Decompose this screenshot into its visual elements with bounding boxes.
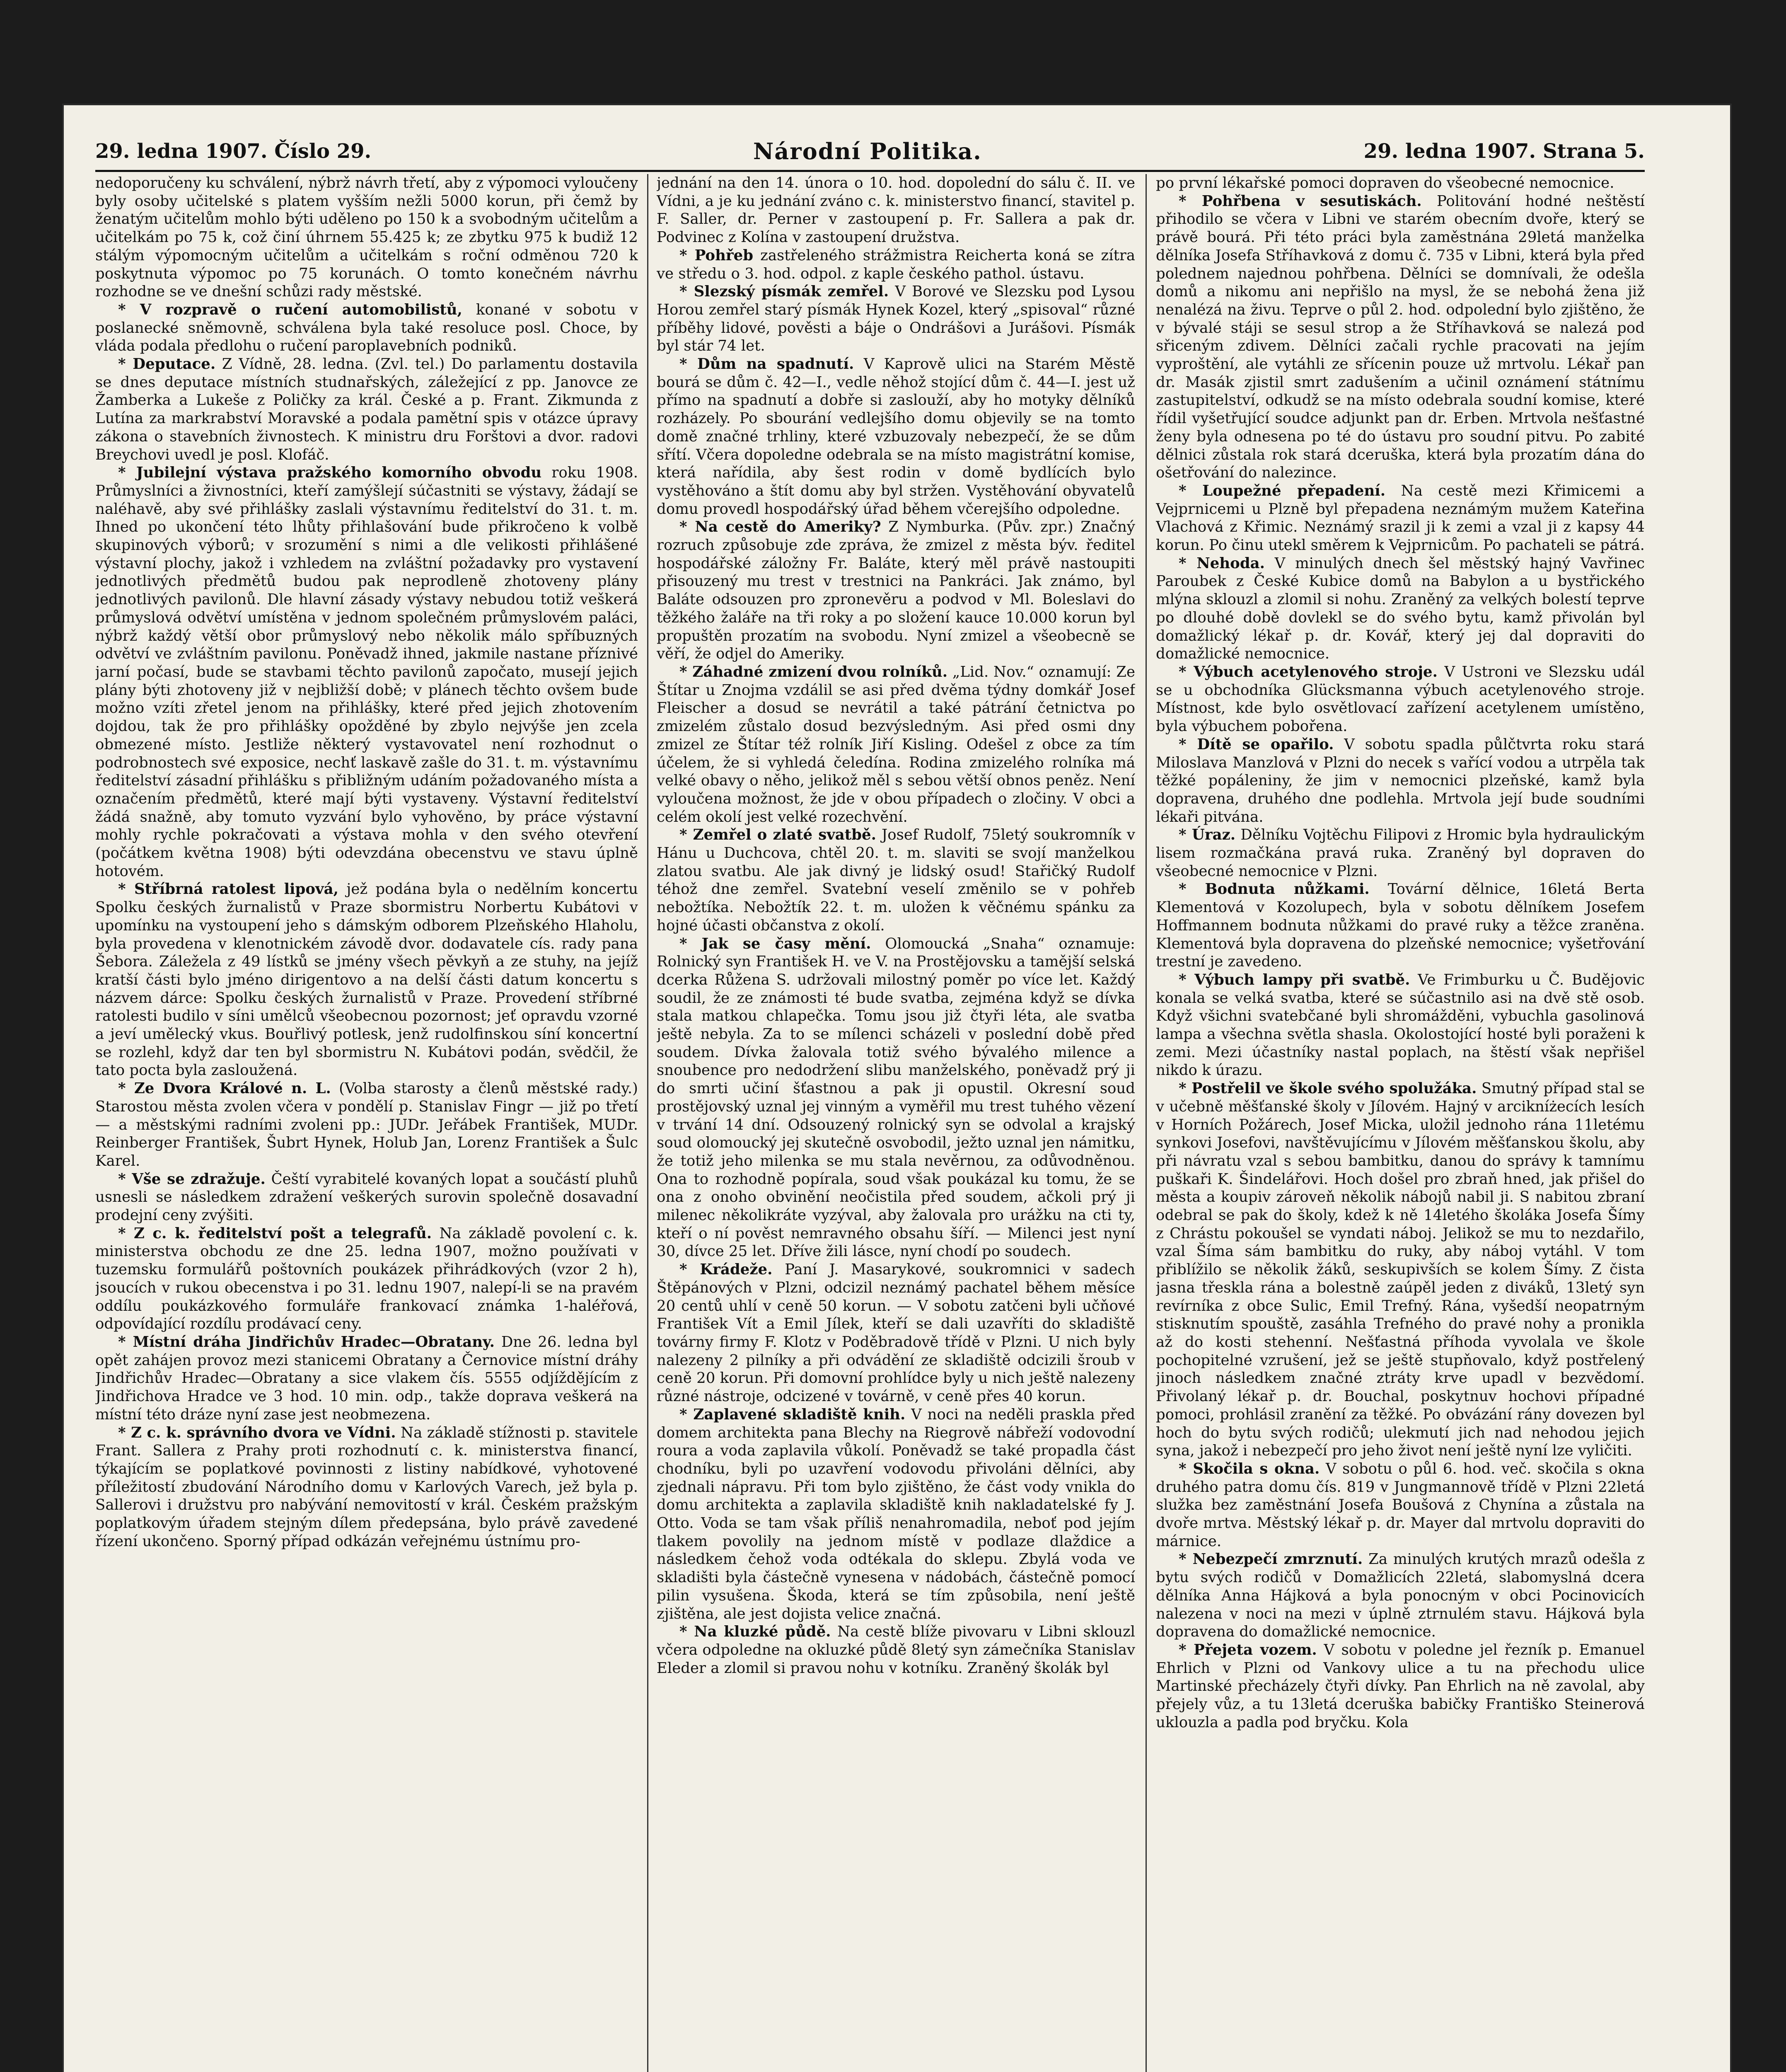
article-heading: * Bodnuta nůžkami.	[1179, 881, 1370, 898]
article-heading: * Jubilejní výstava pražského komorního obvodu	[118, 464, 542, 482]
column-divider	[647, 174, 648, 2072]
article-heading: * Slezský písmák zemřel.	[679, 283, 889, 300]
article-text: Dělníku Vojtěchu Filipovi z Hromic byla hydraulickým lisem rozmačkána pravá ruka. Zraněný byl dopraven do všeobecné nemocnice v Plzni.	[1156, 826, 1645, 880]
article-text: V Ustroni ve Slezsku udál se u obchodníka Glücksmanna výbuch acetylenového stroje. Místnost, kde bylo osvětlovací zařízení acetylenem umístěno, byla výbuchem pobořena.	[1156, 663, 1645, 735]
article-text: Na základě povolení c. k. ministerstva obchodu ze dne 25. ledna 1907, možno používati v tuzemsku formulářů poštovních poukázek přihrádkových (vzor 2 h), jsoucích v rukou obecenstva i po 31. lednu 1907, nalepí-li se na pravém oddílu poukázkového formuláře frankovací známka 1-haléřová, odpovídající rozdílu prodávací ceny.	[95, 1225, 638, 1333]
article-heading: * Skočila s okna.	[1179, 1460, 1320, 1477]
article	[95, 1225, 638, 1333]
article-text: V sobotu spadla půlčtvrta roku stará Miloslava Manzlová v Plzni do necek s vařící vodou a utrpěla tak těžké popáleniny, že jim v nemocnici plzeňské, kamž byla dopravena, druhého dne podlehla. Mrtvola její bude soudními lékaři pitvána.	[1156, 736, 1645, 825]
column-2	[657, 174, 1135, 2072]
article-heading: * Výbuch lampy při svatbě.	[1179, 971, 1410, 988]
article	[657, 283, 1135, 355]
article	[95, 1333, 638, 1424]
article	[657, 1261, 1135, 1406]
article-text: (Volba starosty a členů městské rady.) Starostou města zvolen včera v pondělí p. Stanislav Fingr — již po třetí — a městskými radními zvoleni pp.: JUDr. Jeřábek František, MUDr. Reinberger František, Šubrt Hynek, Holub Jan, Lorenz František a Šulc Karel.	[95, 1080, 638, 1169]
article-heading: * Dítě se opařilo.	[1179, 736, 1334, 753]
article	[1156, 1550, 1645, 1641]
article-text: jež podána byla o nedělním koncertu Spolku českých žurnalistů v Praze sbormistru Norbertu Kubátovi v upomínku na vystoupení jeho s dámským odborem Plzeňského Hlaholu, byla provedena v klenotnickém závodě dvor. dodavatele cís. rady pana Šebora. Záležela z 49 lístků se jmény všech pěvkyň a ze stuhy, na jejíž kratší části bylo jméno dirigentovo a na delší části datum koncertu s názvem dárce: Spolku českých žurnalistů v Praze. Provedení stříbrné ratolesti budilo v síni umělců všeobecnou pozornost; jeť opravdu vzorné a jeví umělecký vkus. Bouřlivý potlesk, jenž rudolfinskou síní koncertní se rozlehl, když dar ten byl sbormistru N. Kubátovi podán, svědčil, že tato pocta byla zasloužená.	[95, 881, 638, 1079]
article-heading: * V rozpravě o ručení automobilistů,	[118, 301, 462, 318]
column-1	[95, 174, 638, 2072]
article-heading: * Na cestě do Ameriky?	[679, 518, 881, 536]
masthead: Národní Politika.	[753, 138, 982, 165]
article-heading: * Zemřel o zlaté svatbě.	[679, 826, 876, 844]
article-text: Z Nymburka. (Pův. zpr.) Značný rozruch způsobuje zde zpráva, že zmizel z města býv. ředitel hospodářské záložny Fr. Baláte, který měl právě nastoupiti přisouzený mu trest v trestnici na Pankráci. Jak známo, byl Baláte odsouzen pro zpronevěru a podvod v Ml. Boleslavi do těžkého žaláře na tři roky a po složení kauce 10.000 korun byl propuštěn prozatím na svobodu. Nyní zmizel a všeobecně se věří, že odjel do Ameriky.	[657, 518, 1135, 663]
article-heading: * Nebezpečí zmrznutí.	[1179, 1551, 1363, 1568]
article-continuation	[657, 174, 1135, 247]
article-text: konané v sobotu v poslanecké sněmovně, schválena byla také resoluce posl. Choce, by vláda podala předlohu o ručení paroplavebních podniků.	[95, 301, 638, 355]
article-heading: * Záhadné zmizení dvou rolníků.	[679, 663, 948, 680]
header-date-page: 29. ledna 1907. Strana 5.	[1363, 140, 1645, 163]
article-text: Ve Frimburku u Č. Budějovic konala se velká svatba, které se súčastnilo asi na dvě stě osob. Když všichni svatebčané byli shromážděni, vybuchla gasolinová lampa a všechna světla shasla. Okolostojící hosté byli poraženi k zemi. Mezi účastníky nastal poplach, na štěstí však nepřišel nikdo k úrazu.	[1156, 971, 1645, 1079]
article	[657, 355, 1135, 518]
article	[1156, 663, 1645, 736]
article-text: Tovární dělnice, 16letá Berta Klementová v Kozolupech, byla v sobotu dělníkem Josefem Hoffmannem bodnuta nůžkami do pravé ruky a těžce zraněna. Klementová byla dopravena do plzeňské nemocnice; vyšetřování trestní je zavedeno.	[1156, 881, 1645, 971]
article-text: Za minulých krutých mrazů odešla z bytu svých rodičů v Domažlicích 22letá, slabomyslná dcera dělníka Anna Hájková a byla ponocným v obci Pocinovicích nalezena v noci na mezi v úplně ztrnulém stavu. Hájková byla dopravena do domažlické nemocnice.	[1156, 1551, 1645, 1641]
article	[657, 247, 1135, 283]
article	[95, 301, 638, 355]
article-heading: * Nehoda.	[1179, 554, 1265, 572]
article	[95, 880, 638, 1080]
article	[657, 663, 1135, 826]
article	[95, 355, 638, 464]
article-text: Politování hodné neštěstí přihodilo se včera v Libni ve starém obecním dvoře, který se právě bourá. Při této práci byla zaměstnána 29letá manželka dělníka Josefa Stříhavková z domu č. 735 v Libni, která byla před polednem najednou pohřbena. Dělníci se domnívali, že odešla domů a nikomu ani nepřišlo na mysl, že se nebohá žena již nenalézá na živu. Teprve o půl 2. hod. odpolední bylo zjištěno, že v bývalé stáji se sesul strop a že Stříhavková se nalezá pod sřiceným zdivem. Dělníci začali rychle pracovati na jejím vyproštění, ale vytáhli ze sřícenin pouze už mrtvolu. Lékař pan dr. Masák zjistil smrt zadušením a učinil oznámení státnímu zastupitelství, odkudž se na místo odebrala soudní komise, které řídil vyšetřující soudce adjunkt pan dr. Erben. Mrtvola nešťastné ženy byla odnesena po té do ústavu pro soudní pitvu. Po zabité dělnici zůstala rok stará dceruška, která byla prozatím dána do ošetřování do nalezince.	[1156, 192, 1645, 482]
article-continuation	[95, 174, 638, 301]
article-heading: * Z c. k. ředitelství pošt a telegrafů.	[118, 1225, 432, 1242]
article	[1156, 192, 1645, 482]
article	[1156, 482, 1645, 554]
article-text: Na cestě blíže pivovaru v Libni sklouzl včera odpoledne na okluzké půdě 8letý syn zámečníka Stanislav Eleder a zlomil si pravou nohu v kotníku. Zraněný školák byl	[657, 1623, 1135, 1677]
header-rule	[95, 170, 1645, 172]
article-heading: * Z c. k. správního dvora ve Vídni.	[118, 1424, 396, 1441]
article	[657, 518, 1135, 663]
article-text: V sobotu v poledne jel řezník p. Emanuel Ehrlich v Plzni od Vankovy ulice a tu na přechodu ulice Martinské přecházely čtyři dívky. Pan Ehrlich na ně zavolal, aby přejely vůz, a tu 13letá dceruška babičky Františko Steinerová uklouzla a padla pod bryčku. Kola	[1156, 1641, 1645, 1731]
article-heading: * Jak se časy mění.	[679, 935, 871, 952]
article-text: Josef Rudolf, 75letý soukromník v Hánu u Duchcova, chtěl 20. t. m. slaviti se svojí manželkou zlatou svatbu. Ale jak divný je lidský osud! Stařičký Rudolf téhož dne zemřel. Svatební veselí změnilo se v pohřeb nebožtíka. Nebožtík 22. t. m. uložen k věčnému spánku za hojné účasti občanstva z okolí.	[657, 826, 1135, 934]
article-text: Olomoucká „Snaha“ oznamuje: Rolnický syn František H. ve V. na Prostějovsku a tamější selská dcerka Růžena S. udržovali milostný poměr po více let. Každý soudil, že ze známosti té bude svatba, zejména když se dívka stala matkou chlapečka. Tomu jsou již čtyři léta, ale svatba ještě nebyla. Za to se mílenci scházeli v poslední době před soudem. Dívka žalovala totiž svého bývalého milence a snoubence pro nedodržení slibu manželského, poněvadž prý ji do smrti učiní šťastnou a pak ji opustil. Okresní soud prostějovský uznal jej vinným a vyměřil mu trest tuhého vězení v trvání 14 dní. Odsouzený rolnický syn se odvolal a krajský soud olomoucký jej skutečně osvobodil, ježto uznal jen námitku, že totiž jeho milenka se mu stala nevěrnou, za odůvodněnou. Ona to rozhodně popírala, soud však poukázal ku tomu, že se ona z onoho obvinění neočistila před soudem, ačkoli prý ji milenec několikráte vyzýval, aby žalovala pro urážku na cti ty, kteří o ní pověst nemravného obsahu šíří. — Milenci jest nyní 30, dívce 25 let. Dříve žili lásce, nyní chodí po soudech.	[657, 935, 1135, 1260]
column-3	[1156, 174, 1645, 2072]
article-heading: * Postřelil ve škole svého spolužáka.	[1179, 1080, 1477, 1097]
article-heading: * Dům na spadnutí.	[679, 356, 854, 373]
article	[1156, 826, 1645, 880]
article-heading: * Přejeta vozem.	[1179, 1641, 1317, 1658]
article-text: V minulých dnech šel městský hajný Vavřinec Paroubek z České Kubice domů na Babylon a u bystřického mlýna sklouzl a zlomil si nohu. Zraněný za velkých bolestí teprve po dlouhé době dovlekl se do svého bytu, kamž přivolán byl domažlický lékař p. dr. Kovář, který jej dal dopraviti do domažlické nemocnice.	[1156, 554, 1645, 663]
article-text: Čeští vyrabitelé kovaných lopat a součástí pluhů usnesli se následkem zdražení veškerých surovin společně dosavadní prodejní ceny zvýšiti.	[95, 1170, 638, 1224]
article-heading: * Místní dráha Jindřichův Hradec—Obratany.	[118, 1334, 495, 1351]
article-heading: * Deputace.	[118, 356, 216, 373]
article-heading: * Vše se zdražuje.	[118, 1170, 266, 1188]
article-text: Z Vídně, 28. ledna. (Zvl. tel.) Do parlamentu dostavila se dnes deputace místních studnařských, záležející z pp. Janovce ze Žamberka a Lukeše z Poličky za král. České a p. Frant. Zikmunda z Lutína za markrabství Moravské a podala pamětní spis v otázce úpravy zákona o stavebních živnostech. K ministru dru Forštovi a dvor. radovi Breychovi uvedl je posl. Klofáč.	[95, 356, 638, 463]
article-heading: * Úraz.	[1179, 826, 1236, 844]
article	[95, 464, 638, 880]
article	[95, 1170, 638, 1225]
article-text: roku 1908. Průmyslníci a živnostníci, kteří zamýšlejí súčastniti se výstavy, žádají se naléhavě, aby své přihlášky zaslali výstavnímu ředitelství do 31. t. m. Ihned po ukončení této lhůty přihlašování bude přikročeno k volbě skupinových výborů; v srozumění s nimi a dle velikosti přihlášené výstavní plochy, jakož i vzhledem na zvláštní požadavky pro vystavení jednotlivých předmětů budou pak neprodleně zhotoveny plány jednotlivých pavilonů. Dle hlavní zásady výstavy nebudou totiž veškerá průmyslová odvětví umístěna v jednom společném průmyslovém paláci, nýbrž každý větší obor průmyslový nebo několik málo spříbuzných odvětví ve zvláštním pavilonu. Poněvadž ihned, jakmile nastane příznivé jarní počasí, bude se stavbami těchto pavilonů započato, musejí jejich plány býti zhotoveny již v nejbližší době; v plánech těchto ovšem bude možno vzíti zřetel jenom na přihlášky, které před jejich zhotovením dojdou, tak že pro přihlášky opožděné by zbylo nejvýše jen zcela obmezené místo. Jestliže některý vystavovatel není rozhodnut o podrobnostech své exposice, nechť laskavě zašle do 31. t. m. výstavnímu ředitelství zásadní přihlášku s přibližným udáním požadovaného místa a označením předmětů, které mají býti vystaveny. Výstavní ředitelství žádá snažně, aby tomuto vyzvání bylo vyhověno, by práce výstavní mohly rychle pokračovati a výstava mohla v den svého otevření (počátkem května 1908) býti odevzdána obecenstvu ve stavu úplně hotovém.	[95, 464, 638, 880]
article-text: „Lid. Nov.“ oznamují: Ze Štítar u Znojma vzdálil se asi před dvěma týdny domkář Josef Fleischer a dosud se nevrátil a také pátrání četnictva po zmizelém zůstalo dosud bezvýsledným. Asi před osmi dny zmizel ze Štítar též rolník Jiří Kisling. Odešel z obce za tím účelem, že si vyhledá čeledína. Rodina zmizelého rolníka má velké obavy o něho, jelikož měl s sebou větší obnos peněz. Není vyloučena možnost, že jde v obou případech o zločiny. V obci a celém okolí jest velké rozechvění.	[657, 663, 1135, 825]
article-heading: * Výbuch acetylenového stroje.	[1179, 663, 1438, 680]
article	[657, 935, 1135, 1261]
article-text: nedoporučeny ku schválení, nýbrž návrh třetí, aby z výpomoci vyloučeny byly osoby učitelské s platem vyšším nežli 5000 korun, při čemž by ženatým učitelům mohlo býti uděleno po 150 k a svobodným učitelům a učitelkám po 75 k, což činí úhrnem 55.425 k; ze zbytku 975 k budiž 12 stálým výpomocným učitelům a učitelkám s roční odměnou 720 k poskytnuta výpomoc po 75 korunách. O tomto konečném návrhu rozhodne se ve dnešní schůzi rady městské.	[95, 174, 638, 300]
article-text: Na základě stížnosti p. stavitele Frant. Sallera z Prahy proti rozhodnutí c. k. ministerstva financí, týkajícím se poplatkové povinnosti z listiny nabídkové, vyhotovené příležitostí zbudování Národního domu v Karlových Varech, jež byla p. Sallerovi i družstvu pro nabývání nemovitostí v král. Českém pražským poplatkovým úřadem stejným dílem předepsána, bylo právě zavedené řízení ukončeno. Sporný případ odkázán veřejnému ústnímu pro-	[95, 1424, 638, 1550]
article-text: Dne 26. ledna byl opět zahájen provoz mezi stanicemi Obratany a Černovice místní dráhy Jindřichův Hradec—Obratany a sice vlakem čís. 5555 odjíždějícím z Jindřichova Hradce ve 3 hod. 10 min. odp., takže doprava veškerá na místní této dráze nyní zase jest neobmezena.	[95, 1334, 638, 1423]
article-text: V sobotu o půl 6. hod. več. skočila s okna druhého patra domu čís. 819 v Jungmannově třídě v Plzni 22letá služka bez zaměstnání Josefa Boušová z Chynína a zůstala na dvoře mrtva. Městský lékař p. dr. Mayer dal mrtvolu dopraviti do márnice.	[1156, 1460, 1645, 1550]
article-text: V Borové ve Slezsku pod Lysou Horou zemřel starý písmák Hynek Kozel, který „spisoval“ různé příběhy lidové, pověsti a báje o Ondrášovi a Jurášovi. Písmák byl stár 74 let.	[657, 283, 1135, 355]
article	[657, 826, 1135, 934]
page-header	[95, 133, 1645, 170]
article-text: V noci na neděli praskla před domem architekta pana Blechy na Riegrově nábřeží vodovodní roura a voda zaplavila vůkolí. Poněvadž se také propadla část chodníku, byli po uzavření vodovodu přivoláni dělníci, aby zjednali nápravu. Při tom bylo zjištěno, že část vody vnikla do domu architekta a zaplavila skladiště knih nakladatelské fy J. Otto. Voda se tam však příliš nenahromadila, neboť pod jejím tlakem povolily na jednom místě v podlaze dlaždice a následkem čehož voda odtékala do sklepu. Zbylá voda ve skladišti byla částečně vynesena v nádobách, částečně pomocí pilin vysušena. Škoda, která se tím způsobila, není ještě zjištěna, ale jest dojista velice značná.	[657, 1406, 1135, 1622]
article-text: V Kaprově ulici na Starém Městě bourá se dům č. 42—I., vedle něhož stojící dům č. 44—I. jest už přímo na spadnutí a dobře si zaslouží, aby ho motyky dělníků rozházely. Po sbourání vedlejšího domu objevily se na tomto domě značné trhliny, které vzbuzovaly nebezpečí, že se dům sřítí. Včera dopoledne odebrala se na místo magistrátní komise, která nařídila, aby šest rodin v domě bydlících bylo vystěhováno a štít domu aby byl stržen. Vystěhování obyvatelů domu provedl hospodářský úřad během včerejšího odpoledne.	[657, 356, 1135, 518]
column-divider	[1146, 174, 1147, 2072]
article-heading: * Loupežné přepadení.	[1179, 482, 1386, 499]
article	[95, 1424, 638, 1551]
article-text: Na cestě mezi Křimicemi a Vejprnicemi u Plzně byl přepadena neznámým mužem Kateřina Vlachová z Křimic. Neznámý srazil ji k zemi a vzal ji z kapsy 44 korun. Po činu utekl směrem k Vejprnicům. Po pachateli se pátrá.	[1156, 482, 1645, 554]
article-continuation	[1156, 174, 1645, 192]
article	[1156, 971, 1645, 1080]
article	[1156, 736, 1645, 826]
article-heading: * Zaplavené skladiště knih.	[679, 1406, 906, 1423]
article-text: jednání na den 14. února o 10. hod. dopolední do sálu č. II. ve Vídni, a je ku jednání zváno c. k. ministerstvo financí, stavitel p. F. Saller, dr. Perner v zastoupení p. Fr. Sallera a pak dr. Podvinec z Kolína v zastoupení družstva.	[657, 174, 1135, 246]
article-text: po první lékařské pomoci dopraven do všeobecné nemocnice.	[1156, 174, 1614, 191]
article	[657, 1623, 1135, 1677]
article-heading: * Krádeže.	[679, 1261, 773, 1278]
article	[657, 1406, 1135, 1623]
article-text: Smutný případ stal se v učebně měšťanské školy v Jílovém. Hajný v arcikníżecích lesích v Horních Požárech, Josef Micka, uložil jednoho rána 11letému synkovi Josefovi, navštěvujícímu v Jílovém měšťanskou školu, aby při návratu vzal s sebou bambitku, danou do správy k tamnímu puškaři K. Šindelářovi. Hoch došel pro zbraň hned, jak přišel do města a koupiv zároveň několik nábojů nabil ji. S nabitou zbraní odebral se pak do školy, kdež k ně 14letého školáka Josefa Šímy z Chrástu pokoušel se vyndati náboj. Jelikož se mu to nezdařilo, vzal Šíma sám bambitku do ruky, aby náboj vytáhl. V tom přiblížilo se několik žáků, seskupivších se kolem Šímy. Z čista jasna třeskla rána a bolestně zaúpěl jeden z diváků, 13letý syn revírníka z obce Sulic, Emil Trefný. Rána, vyšedší neopatrným stisknutím spouště, zasáhla Trefného do pravé nohy a pronikla až do kosti stehenní. Nešťastná příhoda vyvolala ve škole pochopitelné vzrušení, jež se ještě stupňovalo, když postřelený jinoch následkem značné ztráty krve upadl v bezvědomí. Přivolaný lékař p. dr. Bouchal, poskytnuv hochovi případné pomoci, prohlásil zranění za těžké. Po obvázání rány dovezen byl hoch do bytu svých rodičů; ulekmutí jich nad nehodou jejich syna, jakož i nebezpečí pro jeho život není ještě nyní lze vyličiti.	[1156, 1080, 1645, 1460]
article-heading: * Stříbrná ratolest lipová,	[118, 881, 339, 898]
article-text: zastřeleného strážmistra Reicherta koná se zítra ve středu o 3. hod. odpol. z kaple českého pathol. ústavu.	[657, 247, 1135, 282]
article	[1156, 554, 1645, 663]
article-heading: * Pohřbena v sesutiskách.	[1179, 192, 1422, 210]
article	[1156, 1641, 1645, 1732]
article	[95, 1080, 638, 1170]
article-text: Paní J. Masarykové, soukromnici v sadech Štěpánových v Plzni, odcizil neznámý pachatel během měsíce 20 centů uhlí v ceně 50 korun. — V sobotu zatčeni byli učňové František Vít a Emil Jílek, kteří se dali uzavříti do skladiště továrny firmy F. Klotz v Poděbradově třídě v Plzni. U nich byly nalezeny 2 pilníky a při odvádění ze skladiště odcizili šroub v ceně 20 korun. Při domovní prohlídce byly u nich ještě nalezeny různé nástroje, odcizené v továrně, v ceně přes 40 korun.	[657, 1261, 1135, 1405]
article	[1156, 1080, 1645, 1460]
article-heading: * Pohřeb	[679, 247, 754, 264]
article-heading: * Ze Dvora Králové n. L.	[118, 1080, 331, 1097]
article	[1156, 880, 1645, 971]
article	[1156, 1460, 1645, 1551]
header-date-issue: 29. ledna 1907. Číslo 29.	[95, 140, 372, 163]
article-heading: * Na kluzké půdě.	[679, 1623, 831, 1641]
